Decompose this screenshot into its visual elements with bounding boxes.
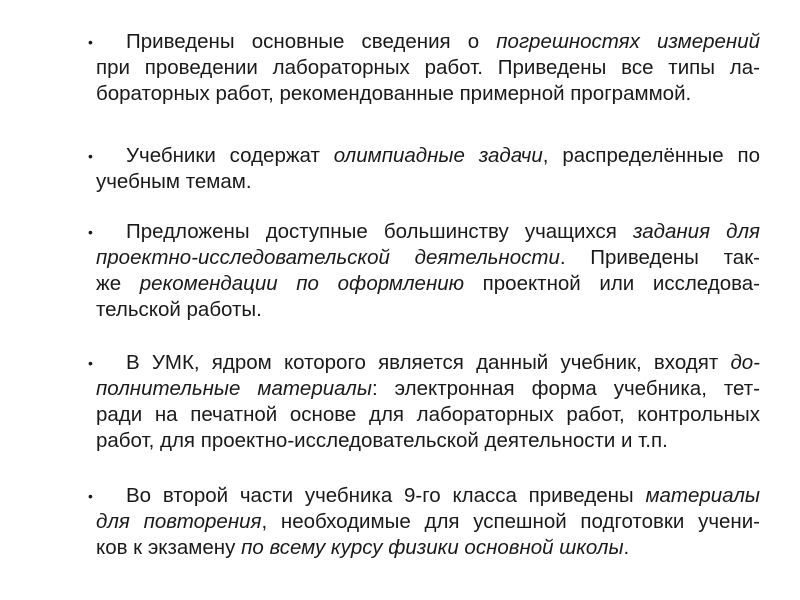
- text-line: [96, 535, 760, 561]
- bullet-item-olympiad: [88, 143, 760, 195]
- text-line: [96, 483, 760, 509]
- bullet-icon: •: [88, 148, 93, 164]
- bullet-item-project-tasks: [88, 219, 760, 323]
- text-line: [96, 219, 760, 245]
- text-run: Предложены доступные большинству учащихся: [126, 220, 633, 243]
- bullet-icon: •: [88, 34, 93, 50]
- text-run: . Приведены так-: [559, 246, 760, 269]
- italic-emphasis: по всему курсу физики основной школы: [241, 536, 624, 559]
- text-run: Во второй части учебника 9-го класса приведены: [126, 484, 646, 507]
- text-line: [96, 509, 760, 535]
- text-run: В УМК, ядром которого является данный учебник, входят: [126, 351, 731, 374]
- text-run: Учебники содержат: [126, 144, 334, 167]
- text-run: Приведены основные сведения о: [126, 30, 497, 53]
- italic-emphasis: полнительные материалы: [96, 377, 372, 400]
- text-line: [96, 297, 760, 323]
- text-line: [96, 350, 760, 376]
- text-run: учебным темам.: [96, 170, 252, 193]
- text-line: [96, 402, 760, 428]
- italic-emphasis: материалы: [645, 484, 760, 507]
- text-run: , распределённые по: [542, 144, 760, 167]
- text-run: при проведении лабораторных работ. Приведены все типы ла-: [96, 56, 760, 79]
- text-run: ков к экзамену: [96, 536, 242, 559]
- italic-emphasis: рекомендации по оформлению: [139, 272, 465, 295]
- bullet-icon: •: [88, 488, 93, 504]
- italic-emphasis: олимпиадные задачи: [333, 144, 543, 167]
- text-line: [96, 29, 760, 55]
- text-line: [96, 143, 760, 169]
- italic-emphasis: для повторения: [96, 510, 262, 533]
- text-line: [96, 55, 760, 81]
- bullet-item-umk: [88, 350, 760, 454]
- text-line: [96, 271, 760, 297]
- bullet-item-revision: [88, 483, 760, 561]
- text-line: [96, 376, 760, 402]
- text-run: ради на печатной основе для лабораторных работ, контрольных: [96, 403, 760, 426]
- bullet-icon: •: [88, 355, 93, 371]
- text-run: бораторных работ, рекомендованные примерной программой.: [96, 82, 692, 105]
- italic-emphasis: до-: [730, 351, 760, 374]
- bullet-item-errors: [88, 29, 761, 107]
- text-line: [96, 245, 760, 271]
- text-run: же: [96, 272, 140, 295]
- text-run: , необходимые для успешной подготовки учени-: [261, 510, 760, 533]
- text-line: [96, 428, 760, 454]
- text-line: [96, 81, 760, 107]
- text-line: [96, 169, 760, 195]
- italic-emphasis: погрешностях измерений: [496, 30, 761, 53]
- text-run: проектной или исследова-: [464, 272, 760, 295]
- italic-emphasis: проектно-исследовательской деятельности: [96, 246, 560, 269]
- text-run: : электронная форма учебника, тет-: [371, 377, 760, 400]
- text-run: работ, для проектно-исследовательской деятельности и т.п.: [96, 429, 668, 452]
- bullet-icon: •: [88, 224, 93, 240]
- text-run: тельской работы.: [96, 298, 262, 321]
- italic-emphasis: задания для: [632, 220, 760, 243]
- text-run: .: [623, 536, 630, 559]
